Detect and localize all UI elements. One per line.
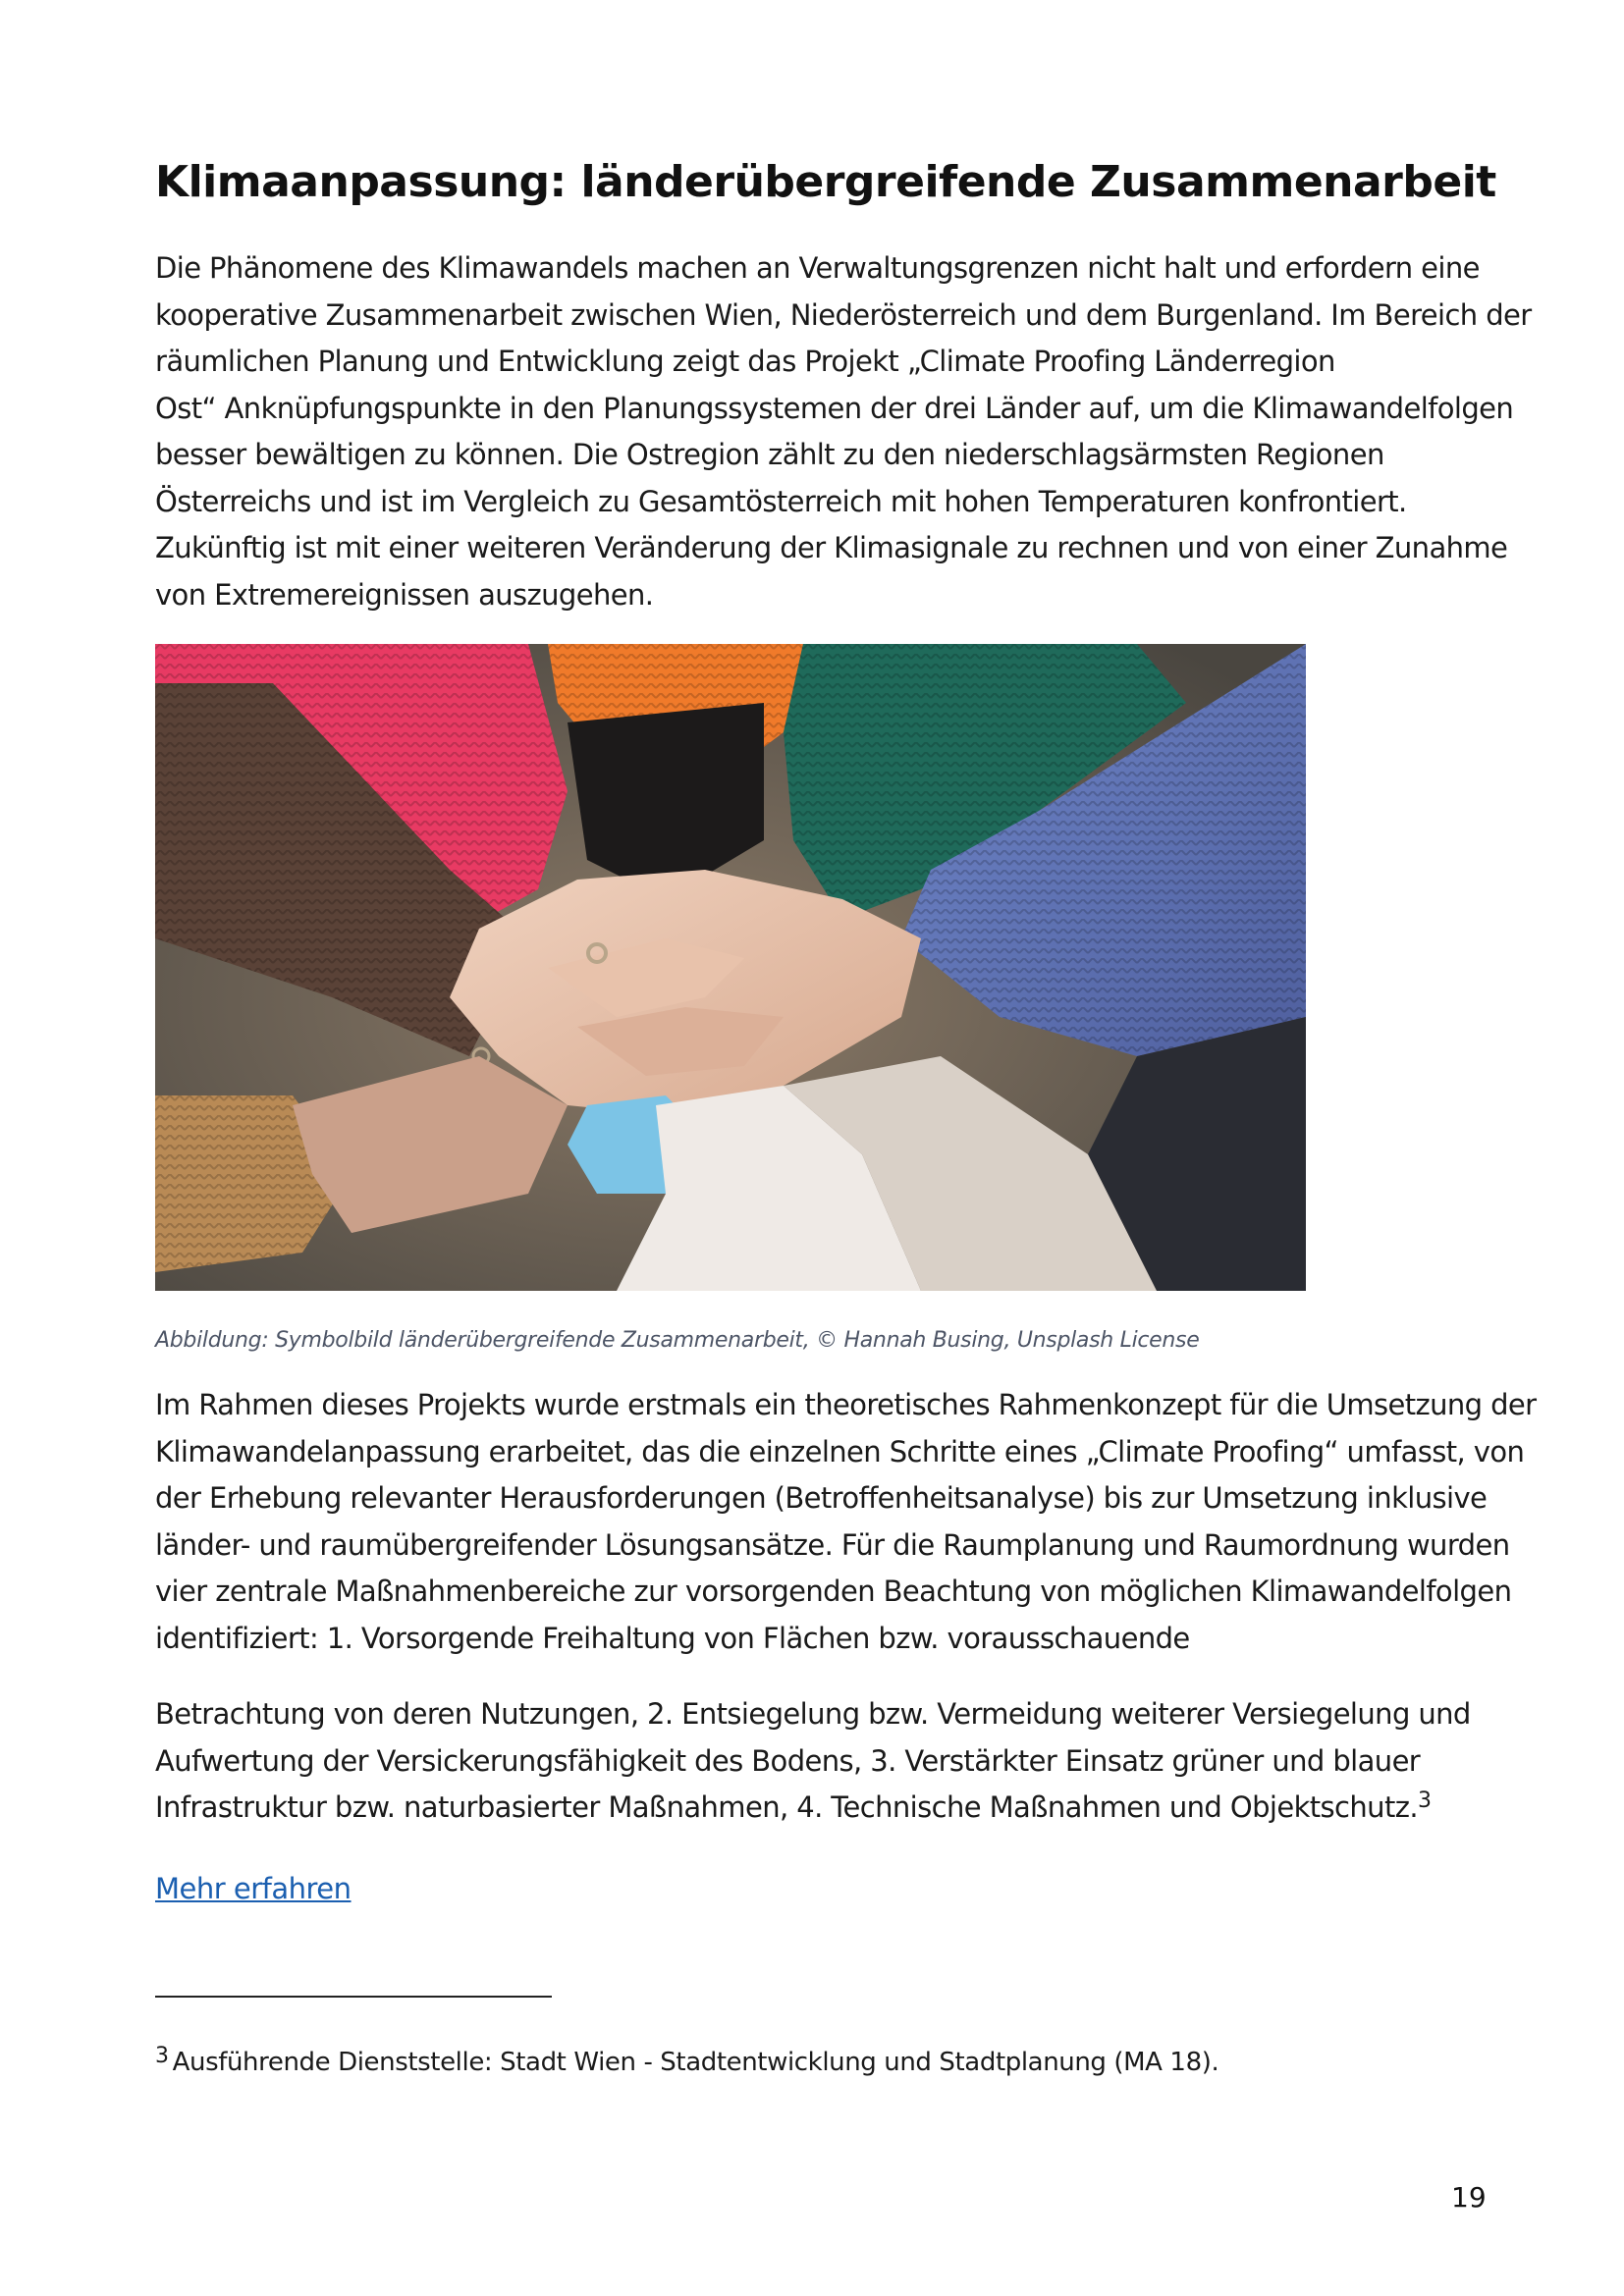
more-info-link[interactable]: Mehr erfahren xyxy=(155,1872,352,1905)
stacked-hands-photo xyxy=(155,644,1306,1291)
body-paragraph-continued xyxy=(155,1691,1481,1832)
text-line: Ost“ Anknüpfungspunkte in den Planungssystemen der drei Länder auf, um die Klimawandelfolgen xyxy=(155,391,1514,425)
text-line: räumlichen Planung und Entwicklung zeigt das Projekt „Climate Proofing Länderregion xyxy=(155,345,1335,378)
page-number: 19 xyxy=(1451,2181,1487,2214)
footnote-text: Ausführende Dienststelle: Stadt Wien - Stadtentwicklung und Stadtplanung (MA 18). xyxy=(172,2048,1219,2077)
intro-paragraph xyxy=(155,245,1532,618)
text-line: Österreichs und ist im Vergleich zu Gesamtösterreich mit hohen Temperaturen konfrontiert. xyxy=(155,484,1407,518)
footnote-number: 3 xyxy=(155,2044,169,2068)
page-title: Klimaanpassung: länderübergreifende Zusammenarbeit xyxy=(155,157,1496,207)
text-line: Klimawandelanpassung erarbeitet, das die einzelnen Schritte eines „Climate Proofing“ umfasst, von xyxy=(155,1434,1525,1468)
footnote-reference[interactable]: 3 xyxy=(1417,1789,1432,1813)
text-line: länder- und raumübergreifender Lösungsansätze. Für die Raumplanung und Raumordnung wurden xyxy=(155,1527,1510,1562)
body-paragraph xyxy=(155,1382,1537,1662)
text-line-content: Infrastruktur bzw. naturbasierter Maßnahmen, 4. Technische Maßnahmen und Objektschutz. xyxy=(155,1790,1418,1824)
text-line: identifiziert: 1. Vorsorgende Freihaltung von Flächen bzw. vorausschauende xyxy=(155,1621,1190,1655)
text-line: besser bewältigen zu können. Die Ostregion zählt zu den niederschlagsärmsten Regionen xyxy=(155,438,1384,471)
text-line xyxy=(155,1785,1481,1832)
footnote-divider xyxy=(155,1996,552,1998)
text-line: vier zentrale Maßnahmenbereiche zur vorsorgenden Beachtung von möglichen Klimawandelfolgen xyxy=(155,1575,1512,1608)
text-line: der Erhebung relevanter Herausforderungen (Betroffenheitsanalyse) bis zur Umsetzung inklusive xyxy=(155,1481,1488,1515)
footnote xyxy=(155,2044,1481,2077)
text-line: von Extremereignissen auszugehen. xyxy=(155,577,654,612)
image-caption: Abbildung: Symbolbild länderübergreifende Zusammenarbeit, © Hannah Busing, Unsplash License xyxy=(155,1328,1200,1353)
text-line: Betrachtung von deren Nutzungen, 2. Entsiegelung bzw. Vermeidung weiterer Versiegelung und xyxy=(155,1697,1471,1731)
text-line: Aufwertung der Versickerungsfähigkeit des Bodens, 3. Verstärkter Einsatz grüner und blauer xyxy=(155,1743,1421,1778)
text-line: Die Phänomene des Klimawandels machen an Verwaltungsgrenzen nicht halt und erfordern eine xyxy=(155,251,1480,285)
text-line: kooperative Zusammenarbeit zwischen Wien, Niederösterreich und dem Burgenland. Im Bereich der xyxy=(155,297,1532,332)
text-line: Zukünftig ist mit einer weiteren Veränderung der Klimasignale zu rechnen und von einer Zunahme xyxy=(155,531,1508,564)
text-line: Im Rahmen dieses Projekts wurde erstmals ein theoretisches Rahmenkonzept für die Umsetzung der xyxy=(155,1388,1537,1421)
